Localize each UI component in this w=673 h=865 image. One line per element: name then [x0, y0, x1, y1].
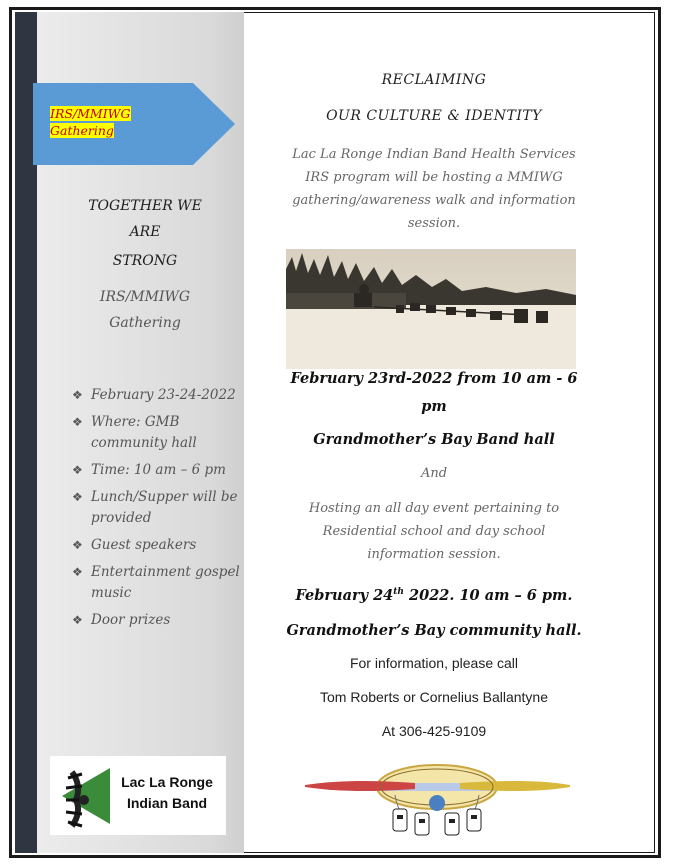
and-text: And: [420, 466, 448, 481]
main-content: [244, 12, 655, 853]
date2-rest: 2022. 10 am – 6 pm.: [403, 586, 573, 604]
diamond-cluster-icon: ❖: [72, 565, 83, 579]
sidebar-sub-line2: Gathering: [109, 315, 181, 331]
sidebar-heading-line1: TOGETHER WE: [88, 198, 202, 214]
info-line3: At 306-425-9109: [381, 723, 487, 739]
sidebar-sub-line1: IRS/MMIWG: [99, 289, 191, 305]
date1-line1: February 23rd-2022 from 10 am - 6: [290, 370, 578, 387]
ribbon-arrow: [33, 83, 235, 165]
feather-headdress-icon: [58, 760, 114, 832]
list-item: [72, 412, 240, 454]
intro-line1: Lac La Ronge Indian Band Health Services: [292, 147, 576, 162]
list-item-text: Lunch/Supper will be provided: [91, 489, 238, 526]
logo-text-line2: Indian Band: [126, 795, 208, 811]
venue2: Grandmother’s Bay community hall.: [286, 622, 582, 639]
sidebar-heading-line2: ARE: [129, 224, 161, 240]
diamond-cluster-icon: ❖: [72, 490, 83, 504]
event-line3: information session.: [367, 547, 501, 562]
list-item-text: Door prizes: [91, 612, 171, 628]
band-logo: [50, 756, 226, 835]
info-line2: Tom Roberts or Cornelius Ballantyne: [320, 689, 548, 705]
list-item: [72, 487, 240, 529]
intro-line2: IRS program will be hosting a MMIWG: [305, 170, 563, 185]
sidebar-heading-line3: STRONG: [112, 253, 178, 269]
list-item: [72, 610, 240, 631]
list-item-text: Time: 10 am – 6 pm: [91, 462, 226, 478]
intro-line4: session.: [407, 216, 461, 231]
event-line1: Hosting an all day event pertaining to: [308, 501, 560, 516]
health-services-crest: [305, 757, 570, 837]
details-list: [72, 385, 240, 637]
date2-superscript: th: [393, 587, 404, 597]
list-item: [72, 460, 240, 481]
diamond-cluster-icon: ❖: [72, 463, 83, 477]
info-line1: For information, please call: [349, 655, 519, 671]
logo-text-line1: Lac La Ronge: [121, 774, 213, 790]
intro-line3: gathering/awareness walk and information: [292, 193, 576, 208]
logo-text: [112, 772, 222, 814]
dog-sled-photo: [286, 249, 576, 369]
date2: [244, 578, 624, 610]
event-line2: Residential school and day school: [322, 524, 546, 539]
title-line2: OUR CULTURE & IDENTITY: [326, 108, 542, 124]
date1-line2: pm: [421, 398, 447, 415]
list-item-text: February 23-24-2022: [91, 387, 236, 403]
list-item: [72, 385, 240, 406]
list-item: [72, 562, 240, 604]
diamond-cluster-icon: ❖: [72, 388, 83, 402]
date2-main: February 24: [295, 586, 394, 604]
list-item-text: Guest speakers: [91, 537, 197, 553]
list-item: [72, 535, 240, 556]
title-line1: RECLAIMING: [381, 72, 487, 88]
diamond-cluster-icon: ❖: [72, 613, 83, 627]
list-item-text: Entertainment gospel music: [91, 564, 240, 601]
ribbon-label-line1: IRS/MMIWG: [50, 106, 131, 121]
diamond-cluster-icon: ❖: [72, 415, 83, 429]
list-item-text: Where: GMB community hall: [91, 414, 197, 451]
venue1: Grandmother’s Bay Band hall: [313, 431, 555, 448]
ribbon-label: [50, 105, 160, 139]
diamond-cluster-icon: ❖: [72, 538, 83, 552]
ribbon-label-line2: Gathering: [50, 123, 114, 138]
